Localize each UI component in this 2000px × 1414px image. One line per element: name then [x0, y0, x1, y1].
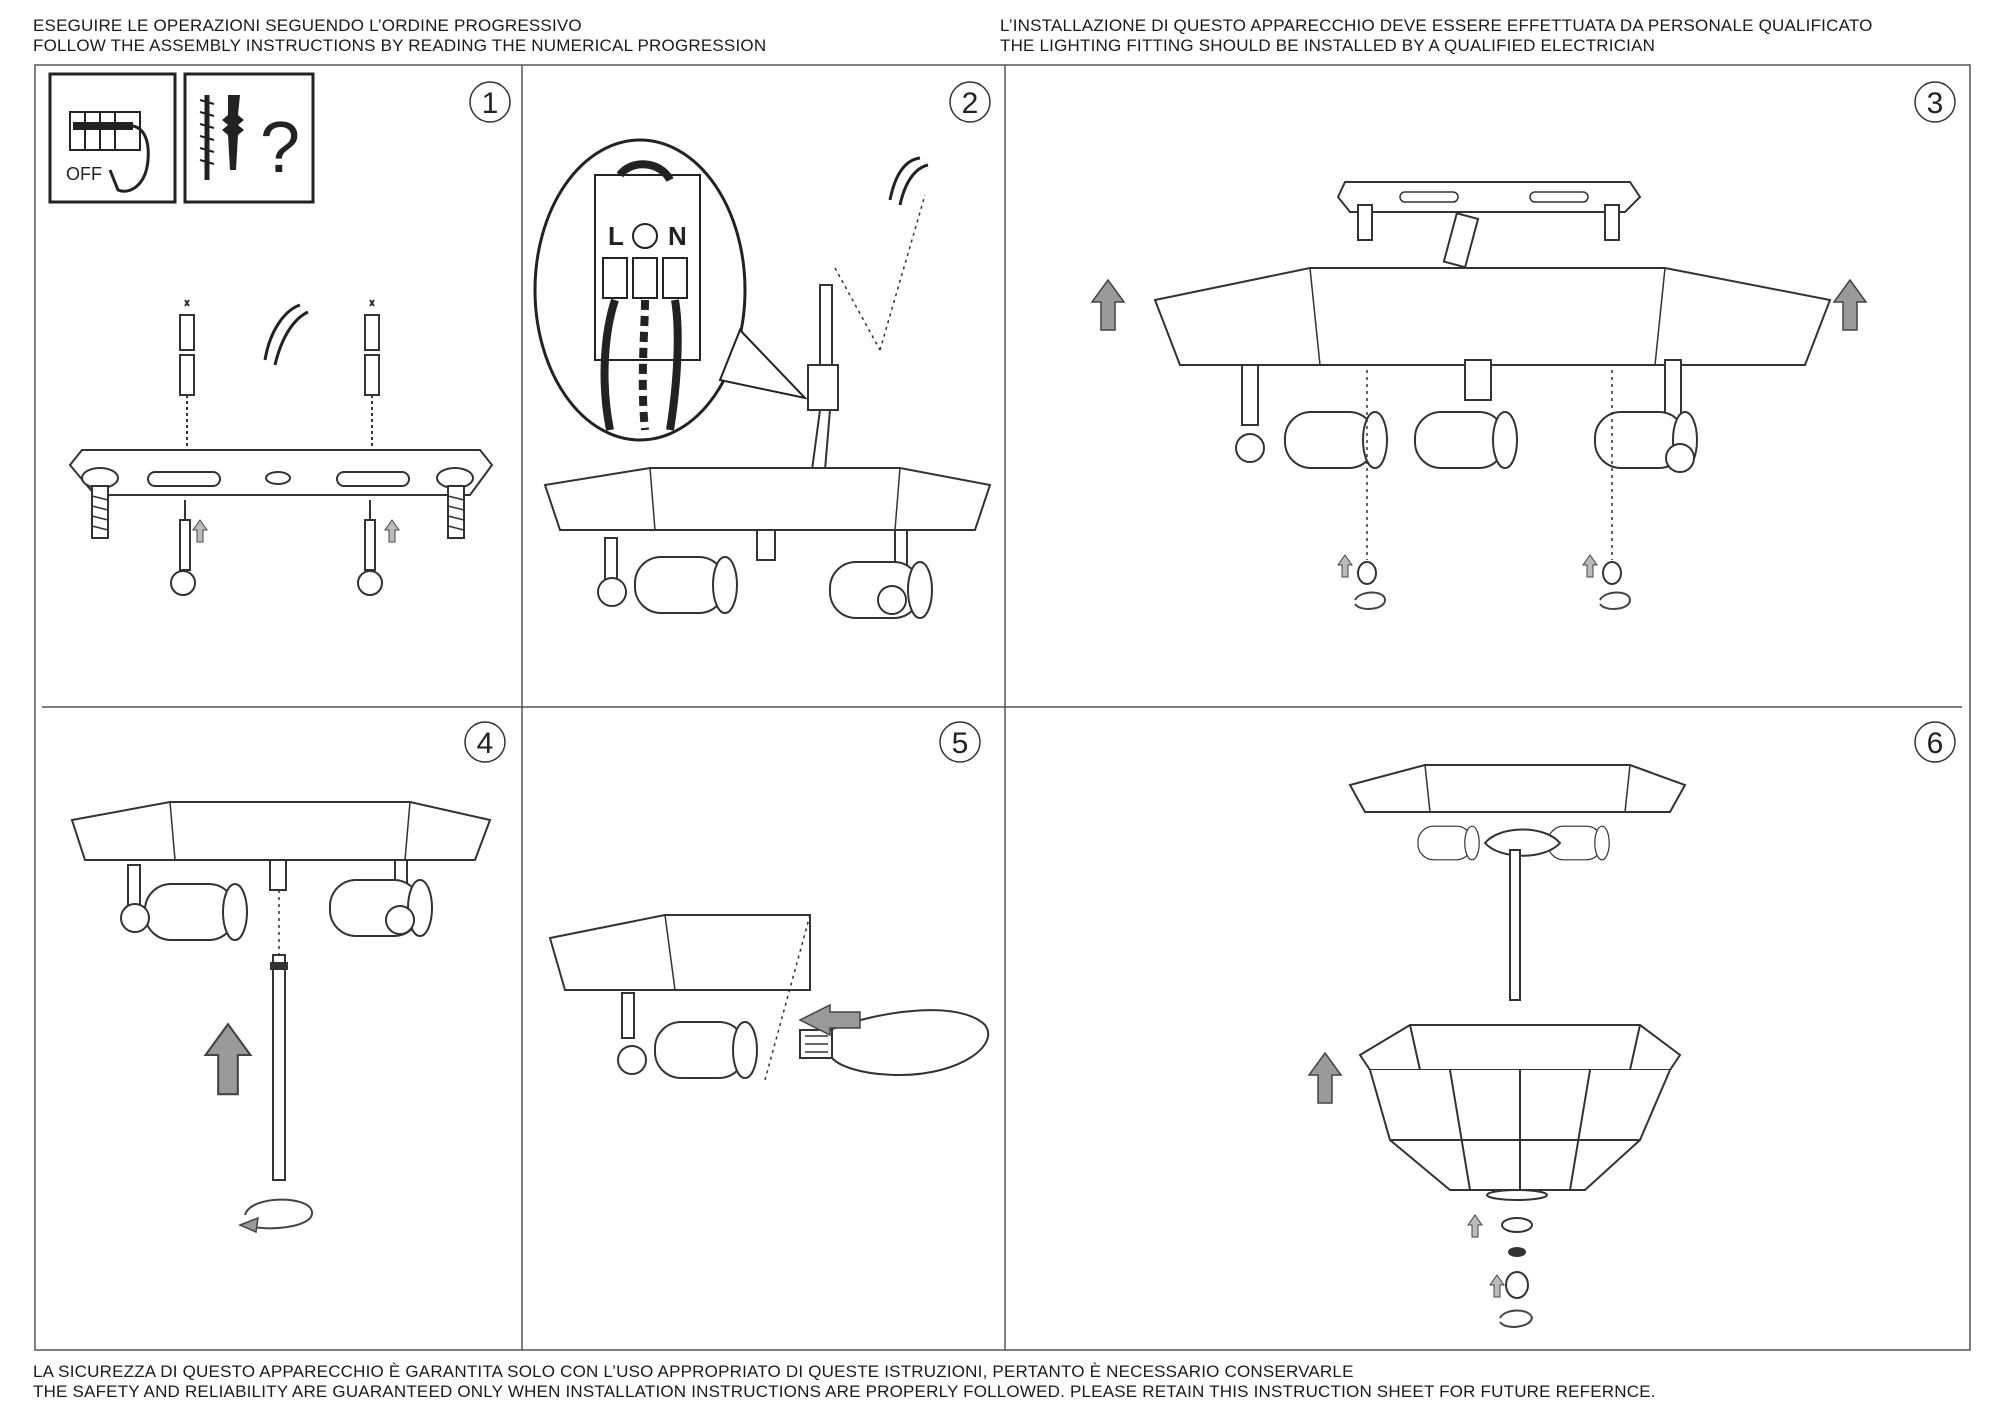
svg-text:2: 2 — [961, 87, 979, 120]
svg-text:1: 1 — [481, 87, 499, 120]
step-number-3 — [1915, 82, 1955, 122]
svg-text:?: ? — [260, 108, 301, 188]
step-number-6 — [1915, 722, 1955, 762]
step-number-5 — [940, 722, 980, 762]
cable-icon-step1 — [265, 305, 308, 365]
svg-text:4: 4 — [476, 727, 494, 760]
bulb-step5 — [800, 1005, 988, 1075]
mounting-bracket-step1 — [70, 450, 492, 538]
rod-step4 — [240, 890, 312, 1232]
footer-line-1: LA SICUREZZA DI QUESTO APPARECCHIO È GARANTITA SOLO CON L’USO APPROPRIATO DI QUESTE ISTRUZIONI, PERTANTO È NECESSARIO CONSERVARLE — [33, 1362, 1354, 1381]
power-off-icon — [50, 74, 175, 202]
svg-text:OFF: OFF — [66, 164, 102, 184]
small-arrow-step6b — [1490, 1275, 1504, 1297]
panel-grid — [35, 65, 1970, 1350]
svg-text:N: N — [668, 221, 687, 251]
small-arrow-step6a — [1468, 1215, 1482, 1237]
svg-text:3: 3 — [1926, 87, 1944, 120]
terminal-block-zoom — [535, 140, 805, 440]
header-left-line-2: FOLLOW THE ASSEMBLY INSTRUCTIONS BY READING THE NUMERICAL PROGRESSION — [33, 36, 767, 55]
footer-line-2: THE SAFETY AND RELIABILITY ARE GUARANTEED ONLY WHEN INSTALLATION INSTRUCTIONS ARE PROPERLY FOLLOWED. PLEASE RETAIN THIS INSTRUCTION SHEET FOR FUTURE REFERNCE. — [33, 1382, 1656, 1401]
fixture-base-step6 — [1350, 765, 1685, 1000]
footer — [33, 1362, 1656, 1402]
step-number-4 — [465, 722, 505, 762]
header-right-line-1: L’INSTALLAZIONE DI QUESTO APPARECCHIO DEVE ESSERE EFFETTUATA DA PERSONALE QUALIFICATO — [1000, 16, 1873, 35]
up-arrow-step4 — [206, 1024, 251, 1094]
tools-required-icon — [185, 74, 313, 202]
mounting-bracket-step3 — [1338, 182, 1640, 267]
header-right-line-2: THE LIGHTING FITTING SHOULD BE INSTALLED BY A QUALIFIED ELECTRICIAN — [1000, 36, 1656, 55]
guide-line-step2b — [880, 195, 925, 350]
svg-text:6: 6 — [1926, 727, 1944, 760]
fixture-base-step3 — [1155, 268, 1830, 609]
fixture-base-step5 — [550, 915, 810, 1080]
cable-icon-step2 — [890, 158, 928, 205]
screws-step1 — [171, 500, 399, 595]
wires-step2 — [808, 285, 838, 470]
guide-line-step2 — [835, 268, 880, 350]
fixture-base-step2 — [545, 468, 990, 618]
header-left-line-1: ESEGUIRE LE OPERAZIONI SEGUENDO L’ORDINE PROGRESSIVO — [33, 16, 582, 35]
svg-text:5: 5 — [951, 727, 969, 760]
up-arrow-step3-left — [1092, 280, 1124, 330]
up-arrow-step6 — [1309, 1053, 1341, 1103]
step-number-1 — [470, 82, 510, 122]
step-number-2 — [950, 82, 990, 122]
svg-text:L: L — [608, 221, 624, 251]
glass-shade-step6 — [1360, 1025, 1680, 1327]
fixture-base-step4 — [72, 802, 490, 940]
up-arrow-step3-right — [1834, 280, 1866, 330]
